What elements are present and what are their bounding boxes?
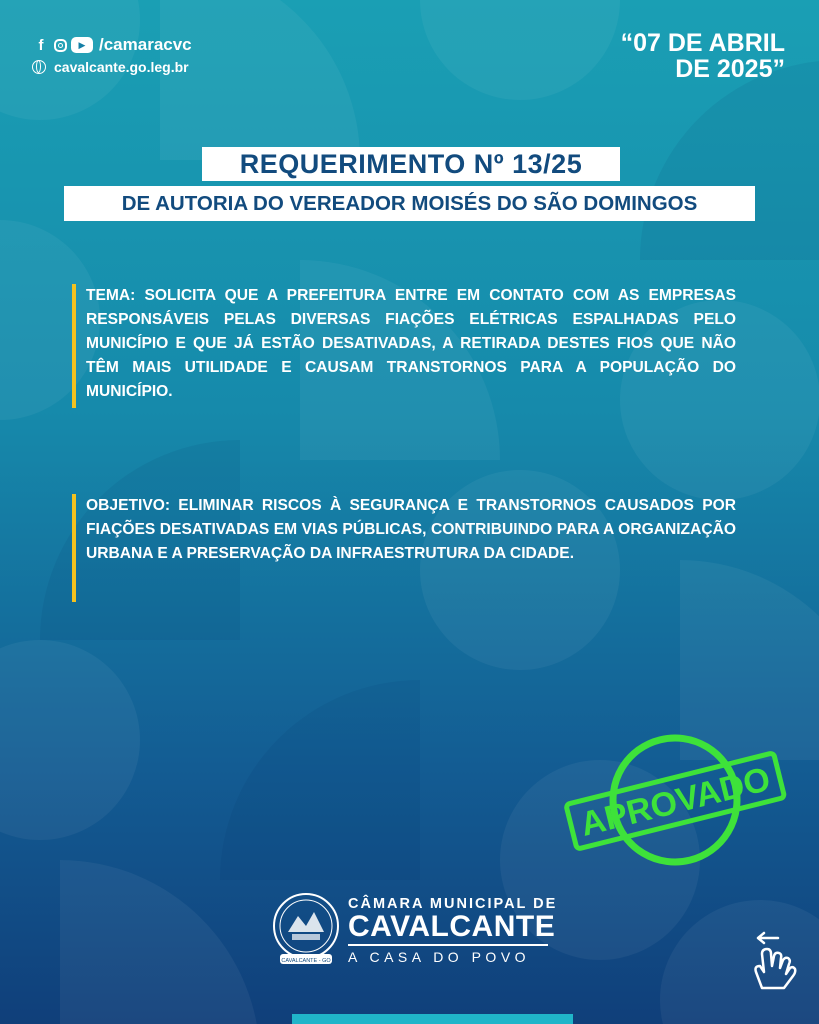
tema-block — [72, 284, 736, 408]
accent-bar — [72, 494, 76, 602]
youtube-icon[interactable]: ▶ — [71, 37, 93, 53]
globe-icon — [32, 60, 46, 74]
logo-line-3: A CASA DO POVO — [348, 948, 531, 965]
accent-bar — [72, 284, 76, 408]
bottom-accent-bar — [292, 1014, 573, 1024]
website-link[interactable]: cavalcante.go.leg.br — [54, 59, 189, 75]
page-title: REQUERIMENTO Nº 13/25 — [202, 147, 620, 181]
author-subtitle: DE AUTORIA DO VEREADOR MOISÉS DO SÃO DOMINGOS — [64, 186, 755, 221]
objetivo-block — [72, 494, 736, 602]
instagram-icon[interactable] — [54, 39, 67, 52]
social-links — [32, 34, 192, 78]
chamber-logo — [270, 892, 560, 972]
date-line-1: “07 DE ABRIL — [620, 29, 785, 57]
swipe-hand-icon — [748, 928, 800, 992]
logo-divider — [348, 944, 548, 946]
facebook-icon[interactable]: f — [38, 36, 44, 54]
logo-line-2: CAVALCANTE — [348, 910, 556, 943]
stamp-text: APROVADO — [576, 760, 775, 844]
logo-line-1: CÂMARA MUNICIPAL DE — [348, 896, 558, 912]
tema-text: TEMA: SOLICITA QUE A PREFEITURA ENTRE EM CONTATO COM AS EMPRESAS RESPONSÁVEIS PELAS DIVERSAS FIAÇÕES ELÉTRICAS ESPALHADAS PELO MUNICÍPIO E QUE JÁ ESTÃO DESATIVADAS, A RETIRADA DESTES FIOS QUE NÃO TÊM MAIS UTILIDADE E CAUSAM TRANSTORNOS PARA A POPULAÇÃO DO MUNICÍPIO. — [86, 287, 736, 400]
date-label — [605, 30, 785, 82]
city-seal-icon — [270, 892, 342, 968]
social-handle[interactable]: /camaracvc — [99, 35, 192, 54]
approved-stamp — [560, 730, 790, 870]
date-line-2: DE 2025” — [675, 55, 785, 83]
objetivo-text: OBJETIVO: ELIMINAR RISCOS À SEGURANÇA E TRANSTORNOS CAUSADOS POR FIAÇÕES DESATIVADAS EM VIAS PÚBLICAS, CONTRIBUINDO PARA A ORGANIZAÇÃO URBANA E A PRESERVAÇÃO DA INFRAESTRUTURA DA CIDADE. — [86, 497, 736, 562]
seal-text: CAVALCANTE - GO — [281, 958, 331, 964]
